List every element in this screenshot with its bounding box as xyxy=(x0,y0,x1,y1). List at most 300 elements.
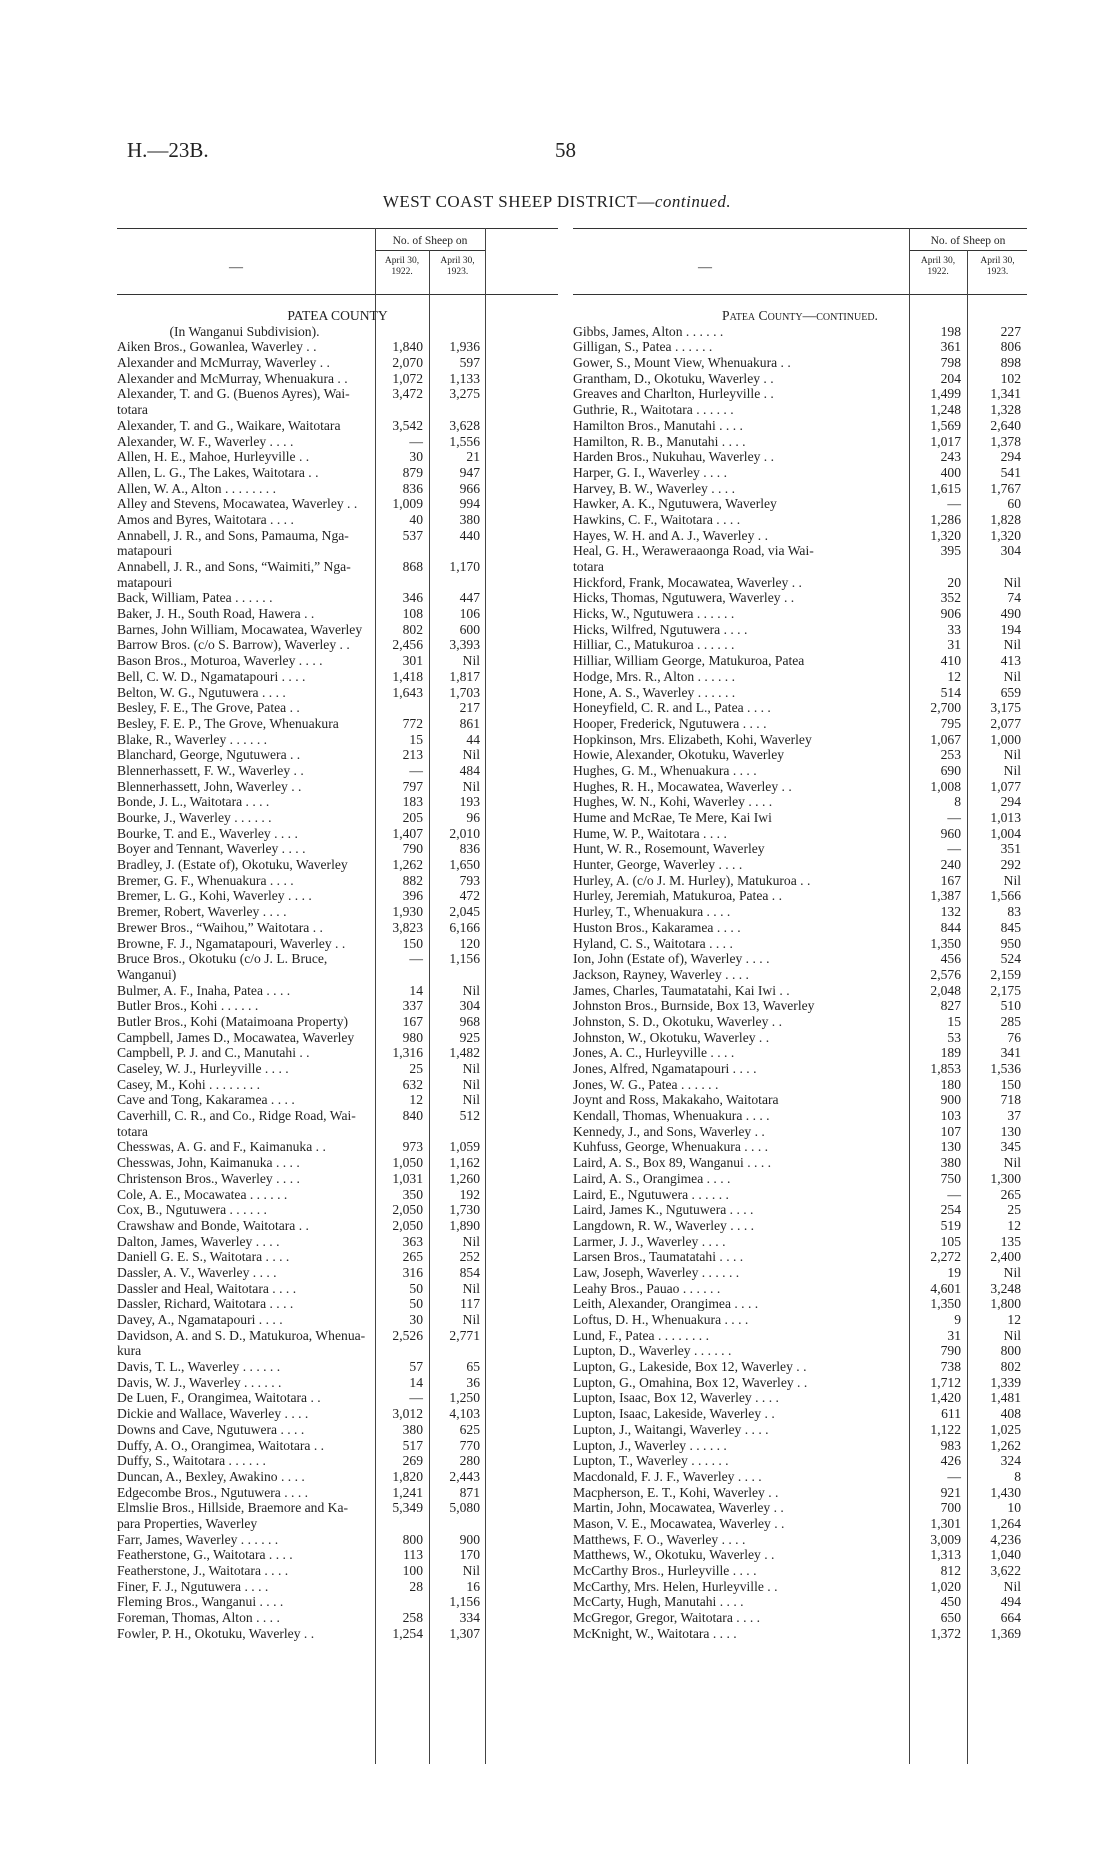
sheep-count-1922: 2,456 xyxy=(392,637,423,653)
sheep-count-1923: Nil xyxy=(1003,1327,1021,1343)
sheep-count-1922: 363 xyxy=(402,1233,423,1249)
sheep-count-1923: 854 xyxy=(459,1264,480,1280)
sheep-count-1923: 659 xyxy=(1000,684,1021,700)
sheep-count-1923: 21 xyxy=(466,449,480,465)
table-row xyxy=(117,1312,558,1328)
table-row xyxy=(117,951,558,967)
sheep-count-1923: Nil xyxy=(462,1280,480,1296)
owner-name: Besley, F. E., The Grove, Patea . . xyxy=(117,700,300,716)
owner-name: PATEA COUNTY xyxy=(287,308,388,323)
owner-name: Hume, W. P., Waitotara . . . . xyxy=(573,825,727,841)
sheep-count-1922: 1,050 xyxy=(392,1155,423,1171)
owner-name: Johnston Bros., Burnside, Box 13, Waverley xyxy=(573,998,815,1014)
owner-name: Alexander and McMurray, Waverley . . xyxy=(117,355,330,371)
owner-name: Lupton, G., Lakeside, Box 12, Waverley . . xyxy=(573,1359,807,1375)
sheep-count-1922: 1,286 xyxy=(930,511,961,527)
sheep-count-1922: 9 xyxy=(954,1312,961,1327)
table-row xyxy=(573,1626,1027,1642)
owner-name: Bruce Bros., Okotuku (c/o J. L. Bruce, xyxy=(117,951,328,967)
table-row xyxy=(117,1202,558,1218)
owner-name: McGregor, Gregor, Waitotara . . . . xyxy=(573,1610,761,1626)
table-row xyxy=(117,1563,558,1579)
owner-name: Hawkins, C. F., Waitotara . . . . xyxy=(573,511,741,527)
owner-name: Hopkinson, Mrs. Elizabeth, Kohi, Waverley xyxy=(573,731,812,747)
sheep-count-1922: 906 xyxy=(940,606,961,622)
owner-name: Belton, W. G., Ngutuwera . . . . xyxy=(117,684,286,700)
table-row xyxy=(573,1077,1027,1093)
owner-name: Caseley, W. J., Hurleyville . . . . xyxy=(117,1061,289,1076)
sheep-count-1923: 1,025 xyxy=(990,1421,1021,1437)
table-row xyxy=(117,1610,558,1626)
table-row xyxy=(573,1265,1027,1281)
header-group-rule xyxy=(375,250,485,251)
owner-name: Wanganui) xyxy=(117,966,177,982)
sheep-count-1923: 1,482 xyxy=(449,1045,480,1061)
header-col-1922-line1: April 30, xyxy=(384,256,420,266)
sheep-count-1922: 53 xyxy=(947,1029,961,1045)
owner-name: Dassler, Richard, Waitotara . . . . xyxy=(117,1296,294,1312)
sheep-count-1923: 1,059 xyxy=(449,1139,480,1155)
owner-name: Lupton, G., Omahina, Box 12, Waverley . . xyxy=(573,1374,808,1390)
owner-name: Gilligan, S., Patea . . . . . . xyxy=(573,339,713,355)
owner-name: Casey, M., Kohi . . . . . . . . xyxy=(117,1076,260,1092)
owner-name: Chesswas, A. G. and F., Kaimanuka . . xyxy=(117,1139,326,1155)
owner-name: McCarty, Hugh, Manutahi . . . . xyxy=(573,1594,744,1610)
sheep-count-1923: Nil xyxy=(462,1563,480,1578)
table-row xyxy=(573,747,1027,763)
owner-name: Lupton, D., Waverley . . . . . . xyxy=(573,1343,732,1359)
owner-name: Allen, H. E., Mahoe, Hurleyville . . xyxy=(117,449,310,465)
table-header xyxy=(117,228,558,295)
sheep-count-1923: 294 xyxy=(1000,449,1021,465)
sheep-count-1923: 304 xyxy=(459,998,480,1014)
owner-name: Alexander, T. and G. (Buenos Ayres), Wai- xyxy=(117,386,350,402)
sheep-count-1923: 102 xyxy=(1000,370,1021,386)
district-title xyxy=(0,192,1114,212)
sheep-count-1922: 132 xyxy=(940,904,961,920)
sheep-count-1923: 484 xyxy=(459,762,480,778)
district-title-main: WEST COAST SHEEP DISTRICT— xyxy=(382,192,655,211)
sheep-count-1922: 1,418 xyxy=(392,668,423,684)
owner-name: Honeyfield, C. R. and L., Patea . . . . xyxy=(573,700,771,716)
sheep-count-1923: 2,443 xyxy=(449,1468,480,1484)
sheep-count-1922: 25 xyxy=(409,1061,423,1076)
table-row xyxy=(117,873,558,889)
table-row xyxy=(117,1328,558,1344)
owner-name: Cave and Tong, Kakaramea . . . . xyxy=(117,1092,295,1108)
table-row xyxy=(573,904,1027,920)
owner-name: Hilliar, C., Matukuroa . . . . . . xyxy=(573,637,735,653)
sheep-count-1922: 2,050 xyxy=(392,1217,423,1233)
table-row xyxy=(573,873,1027,889)
sheep-count-1923: 12 xyxy=(1007,1312,1021,1327)
owner-name: McCarthy, Mrs. Helen, Hurleyville . . xyxy=(573,1578,778,1594)
owner-name: Grantham, D., Okotuku, Waverley . . xyxy=(573,370,774,386)
owner-name: Hughes, G. M., Whenuakura . . . . xyxy=(573,762,757,778)
table-row xyxy=(117,1547,558,1563)
table-header xyxy=(573,228,1027,295)
table-row xyxy=(117,716,558,732)
table-row xyxy=(117,543,558,559)
owner-name: Hone, A. S., Waverley . . . . . . xyxy=(573,684,736,700)
owner-name: (In Wanganui Subdivision). xyxy=(169,323,320,339)
table-row xyxy=(573,1061,1027,1077)
table-row xyxy=(573,826,1027,842)
table-row xyxy=(573,700,1027,716)
sheep-count-1922: 5,349 xyxy=(392,1500,423,1516)
sheep-count-1923: 413 xyxy=(1000,653,1021,669)
owner-name: Gibbs, James, Alton . . . . . . xyxy=(573,323,724,339)
owner-name: Langdown, R. W., Waverley . . . . xyxy=(573,1217,755,1233)
sheep-count-1922: 2,576 xyxy=(930,966,961,982)
owner-name: Hicks, W., Ngutuwera . . . . . . xyxy=(573,606,735,622)
sheep-count-1922: 400 xyxy=(940,464,961,480)
sheep-count-1922: 30 xyxy=(409,449,423,465)
sheep-count-1922: 2,526 xyxy=(392,1327,423,1343)
owner-name: Lupton, T., Waverley . . . . . . xyxy=(573,1453,729,1469)
table-row xyxy=(573,386,1027,402)
owner-name: Dassler, A. V., Waverley . . . . xyxy=(117,1264,277,1280)
sheep-count-1923: 512 xyxy=(459,1108,480,1124)
table-row xyxy=(573,685,1027,701)
sheep-count-1923: 770 xyxy=(459,1437,480,1453)
sheep-count-1923: 510 xyxy=(1000,998,1021,1014)
table-row xyxy=(117,449,558,465)
sheep-count-1923: 1,536 xyxy=(990,1061,1021,1076)
table-row xyxy=(573,967,1027,983)
owner-name: Lupton, Isaac, Box 12, Waverley . . . . xyxy=(573,1390,779,1406)
table-row xyxy=(117,857,558,873)
owner-name: Butler Bros., Kohi . . . . . . xyxy=(117,998,259,1014)
sheep-count-1922: 20 xyxy=(947,574,961,590)
sheep-count-1923: 304 xyxy=(1000,543,1021,559)
sheep-count-1923: 898 xyxy=(1000,355,1021,371)
sheep-count-1923: 793 xyxy=(459,872,480,888)
table-row xyxy=(573,559,1027,575)
owner-name: matapouri xyxy=(117,543,173,559)
owner-name: Hyland, C. S., Waitotara . . . . xyxy=(573,935,733,951)
table-row xyxy=(117,434,558,450)
sheep-count-1922: 1,254 xyxy=(392,1625,423,1641)
table-row xyxy=(573,1469,1027,1485)
owner-name: Duncan, A., Bexley, Awakino . . . . xyxy=(117,1468,305,1484)
sheep-count-1922: 836 xyxy=(402,480,423,496)
sheep-count-1922: 4,601 xyxy=(930,1280,961,1296)
sheep-count-1923: 1,800 xyxy=(990,1296,1021,1312)
owner-name: Davey, A., Ngamatapouri . . . . xyxy=(117,1312,283,1327)
header-col-1923 xyxy=(430,256,485,278)
sheep-count-1922: 1,930 xyxy=(392,904,423,920)
table-row xyxy=(117,1139,558,1155)
header-col-1922-line2: 1922. xyxy=(927,267,949,277)
sheep-count-1923: 4,236 xyxy=(990,1531,1021,1547)
owner-name: Besley, F. E. P., The Grove, Whenuakura xyxy=(117,715,339,731)
owner-name: Crawshaw and Bonde, Waitotara . . xyxy=(117,1217,309,1233)
table-row xyxy=(573,1045,1027,1061)
table-row xyxy=(573,1155,1027,1171)
table-row xyxy=(573,841,1027,857)
sheep-count-1922: 519 xyxy=(940,1217,961,1233)
table-row xyxy=(573,622,1027,638)
sheep-count-1922: 258 xyxy=(402,1610,423,1626)
table-row xyxy=(117,1155,558,1171)
table-row xyxy=(117,1626,558,1642)
sheep-count-1922: 189 xyxy=(940,1045,961,1061)
table-row xyxy=(573,1249,1027,1265)
sheep-count-1922: 1,350 xyxy=(930,935,961,951)
owner-name: Blennerhassett, F. W., Waverley . . xyxy=(117,762,304,778)
left-table xyxy=(117,228,558,1828)
table-row xyxy=(573,590,1027,606)
sheep-count-1922: 1,262 xyxy=(392,857,423,873)
sheep-count-1922: 103 xyxy=(940,1108,961,1124)
sheep-count-1923: 217 xyxy=(459,700,480,716)
sheep-count-1922: 1,067 xyxy=(930,731,961,747)
table-row xyxy=(117,779,558,795)
owner-name: Heal, G. H., Weraweraaonga Road, via Wai- xyxy=(573,543,814,559)
sheep-count-1923: Nil xyxy=(1003,637,1021,653)
table-row xyxy=(117,1500,558,1516)
owner-name: Back, William, Patea . . . . . . xyxy=(117,590,273,606)
sheep-count-1923: 2,175 xyxy=(990,982,1021,998)
table-row xyxy=(573,1390,1027,1406)
sheep-count-1922: 2,070 xyxy=(392,355,423,371)
sheep-count-1922: — xyxy=(409,433,423,449)
table-row xyxy=(573,1422,1027,1438)
sheep-count-1922: 1,615 xyxy=(930,480,961,496)
table-row xyxy=(573,418,1027,434)
sheep-count-1922: 50 xyxy=(409,1280,423,1296)
owner-name: Laird, E., Ngutuwera . . . . . . xyxy=(573,1186,729,1202)
owner-name: Barnes, John William, Mocawatea, Waverley xyxy=(117,621,363,637)
sheep-count-1923: 10 xyxy=(1007,1500,1021,1516)
table-row xyxy=(117,1594,558,1610)
sheep-count-1923: 351 xyxy=(1000,841,1021,857)
sheep-count-1922: 1,499 xyxy=(930,386,961,402)
table-row xyxy=(117,1390,558,1406)
document-code: H.—23B. xyxy=(127,138,209,162)
sheep-count-1922: 8 xyxy=(954,794,961,810)
sheep-count-1922: 795 xyxy=(940,715,961,731)
owner-name: Ion, John (Estate of), Waverley . . . . xyxy=(573,951,770,967)
sheep-count-1922: 1,840 xyxy=(392,339,423,355)
header-blank-dash: — xyxy=(229,260,243,275)
sheep-count-1923: 334 xyxy=(459,1610,480,1626)
table-row xyxy=(117,983,558,999)
table-row xyxy=(117,355,558,371)
owner-name: matapouri xyxy=(117,574,173,590)
sheep-count-1923: 1,817 xyxy=(449,668,480,684)
owner-name: Harden Bros., Nukuhau, Waverley . . xyxy=(573,449,774,465)
sheep-count-1922: 1,350 xyxy=(930,1296,961,1312)
table-row xyxy=(117,936,558,952)
table-row xyxy=(573,339,1027,355)
owner-name: Bremer, G. F., Whenuakura . . . . xyxy=(117,872,294,888)
sheep-count-1922: 456 xyxy=(940,951,961,967)
table-row xyxy=(117,1014,558,1030)
sheep-count-1922: 882 xyxy=(402,872,423,888)
sheep-count-1922: 316 xyxy=(402,1264,423,1280)
sheep-count-1923: 2,077 xyxy=(990,715,1021,731)
owner-name: Bourke, J., Waverley . . . . . . xyxy=(117,810,272,825)
table-row xyxy=(117,1092,558,1108)
sheep-count-1922: 983 xyxy=(940,1437,961,1453)
sheep-count-1922: 2,700 xyxy=(930,700,961,716)
table-row xyxy=(573,716,1027,732)
table-row xyxy=(117,1453,558,1469)
table-row xyxy=(117,1171,558,1187)
owner-name: Annabell, J. R., and Sons, Pamauma, Nga- xyxy=(117,527,349,543)
owner-name: Bradley, J. (Estate of), Okotuku, Waverley xyxy=(117,857,348,873)
owner-name: Hicks, Thomas, Ngutuwera, Waverley . . xyxy=(573,590,795,606)
owner-name: Hickford, Frank, Mocawatea, Waverley . . xyxy=(573,574,802,590)
table-row xyxy=(573,1610,1027,1626)
sheep-count-1922: 167 xyxy=(940,872,961,888)
owner-name: Bourke, T. and E., Waverley . . . . xyxy=(117,825,298,841)
sheep-count-1923: 1,730 xyxy=(449,1202,480,1218)
sheep-count-1923: 1,481 xyxy=(990,1390,1021,1406)
owner-name: McCarthy Bros., Hurleyville . . . . xyxy=(573,1563,757,1578)
sheep-count-1923: 341 xyxy=(1000,1045,1021,1061)
sheep-count-1923: 1,307 xyxy=(449,1625,480,1641)
sheep-count-1923: Nil xyxy=(1003,747,1021,763)
table-row xyxy=(573,1281,1027,1297)
sheep-count-1923: Nil xyxy=(1003,762,1021,778)
sheep-count-1923: Nil xyxy=(1003,1264,1021,1280)
sheep-count-1923: 802 xyxy=(1000,1359,1021,1375)
sheep-count-1922: 12 xyxy=(409,1092,423,1108)
owner-name: Amos and Byres, Waitotara . . . . xyxy=(117,511,294,527)
sheep-count-1923: 285 xyxy=(1000,1013,1021,1029)
sheep-count-1923: 994 xyxy=(459,496,480,512)
table-row xyxy=(573,1218,1027,1234)
sheep-count-1923: Nil xyxy=(462,747,480,763)
owner-name: Allen, W. A., Alton . . . . . . . . xyxy=(117,480,276,496)
sheep-count-1923: Nil xyxy=(1003,668,1021,684)
owner-name: Mason, V. E., Mocawatea, Waverley . . xyxy=(573,1515,785,1531)
owner-name: Hughes, R. H., Mocawatea, Waverley . . xyxy=(573,778,792,794)
owner-name: Bason Bros., Moturoa, Waverley . . . . xyxy=(117,653,323,669)
owner-name: Bulmer, A. F., Inaha, Patea . . . . xyxy=(117,982,291,998)
owner-name: Featherstone, G., Waitotara . . . . xyxy=(117,1547,293,1563)
sheep-count-1922: 960 xyxy=(940,825,961,841)
owner-name: Hicks, Wilfred, Ngutuwera . . . . xyxy=(573,621,748,637)
table-row xyxy=(117,1045,558,1061)
owner-name: Hamilton Bros., Manutahi . . . . xyxy=(573,417,743,433)
owner-name: Larsen Bros., Taumatatahi . . . . xyxy=(573,1249,744,1265)
sheep-count-1923: 524 xyxy=(1000,951,1021,967)
table-row xyxy=(117,339,558,355)
sheep-count-1923: 600 xyxy=(459,621,480,637)
header-group-rule xyxy=(909,250,1027,251)
sheep-count-1922: 802 xyxy=(402,621,423,637)
sheep-count-1922: 690 xyxy=(940,762,961,778)
sheep-count-1922: 113 xyxy=(403,1547,423,1563)
sheep-count-1923: 800 xyxy=(1000,1343,1021,1359)
owner-name: Cox, B., Ngutuwera . . . . . . xyxy=(117,1202,267,1218)
sheep-count-1922: 205 xyxy=(402,810,423,825)
sheep-count-1923: 194 xyxy=(1000,621,1021,637)
owner-name: Leith, Alexander, Orangimea . . . . xyxy=(573,1296,759,1312)
owner-name: Aiken Bros., Gowanlea, Waverley . . xyxy=(117,339,317,355)
header-col-1923-line1: April 30, xyxy=(440,256,475,266)
sheep-count-1923: 925 xyxy=(459,1029,480,1045)
sheep-count-1922: — xyxy=(947,810,961,825)
sheep-count-1922: 900 xyxy=(940,1092,961,1108)
table-row xyxy=(573,1375,1027,1391)
table-row xyxy=(117,1532,558,1548)
table-row xyxy=(573,1312,1027,1328)
sheep-count-1922: 240 xyxy=(940,857,961,873)
sheep-count-1923: 900 xyxy=(459,1531,480,1547)
table-row xyxy=(573,528,1027,544)
sheep-count-1923: 1,890 xyxy=(449,1217,480,1233)
header-col-1922-line2: 1922. xyxy=(391,267,413,277)
district-title-continued: continued. xyxy=(654,192,732,211)
owner-name: Edgecombe Bros., Ngutuwera . . . . xyxy=(117,1484,309,1500)
sheep-count-1922: 40 xyxy=(409,511,423,527)
table-row xyxy=(573,324,1027,340)
sheep-count-1922: 632 xyxy=(402,1076,423,1092)
sheep-count-1922: 1,009 xyxy=(392,496,423,512)
sheep-count-1922: 426 xyxy=(940,1453,961,1469)
owner-name: Laird, James K., Ngutuwera . . . . xyxy=(573,1202,754,1218)
table-row xyxy=(117,371,558,387)
owner-name: Howie, Alexander, Okotuku, Waverley xyxy=(573,747,785,763)
owner-name: Jones, W. G., Patea . . . . . . xyxy=(573,1076,719,1092)
sheep-count-1923: 135 xyxy=(1000,1233,1021,1249)
sheep-count-1923: 60 xyxy=(1007,496,1021,512)
owner-name: Caverhill, C. R., and Co., Ridge Road, Wai- xyxy=(117,1108,356,1124)
sheep-count-1923: 1,828 xyxy=(990,511,1021,527)
sheep-count-1922: 31 xyxy=(947,637,961,653)
sheep-count-1922: 2,048 xyxy=(930,982,961,998)
header-bar xyxy=(127,138,1027,168)
sheep-count-1922: 3,542 xyxy=(392,417,423,433)
table-row xyxy=(573,1594,1027,1610)
sheep-count-1923: 65 xyxy=(466,1359,480,1375)
sheep-count-1923: 472 xyxy=(459,888,480,904)
table-row xyxy=(573,653,1027,669)
table-row xyxy=(573,1187,1027,1203)
table-row xyxy=(573,371,1027,387)
sheep-count-1922: 352 xyxy=(940,590,961,606)
table-row xyxy=(117,700,558,716)
left-table-rows xyxy=(117,308,558,1641)
sheep-count-1923: 1,341 xyxy=(990,386,1021,402)
owner-name: Baker, J. H., South Road, Hawera . . xyxy=(117,606,315,622)
owner-name: Brewer Bros., “Waihou,” Waitotara . . xyxy=(117,919,323,935)
sheep-count-1922: 798 xyxy=(940,355,961,371)
sheep-count-1922: 537 xyxy=(402,527,423,543)
owner-name: Featherstone, J., Waitotara . . . . xyxy=(117,1563,289,1578)
table-row xyxy=(117,826,558,842)
table-row xyxy=(117,1469,558,1485)
sheep-count-1923: Nil xyxy=(462,982,480,998)
sheep-count-1922: 107 xyxy=(940,1123,961,1139)
sheep-count-1923: 16 xyxy=(466,1578,480,1594)
table-row xyxy=(573,1516,1027,1532)
sheep-count-1923: 625 xyxy=(459,1421,480,1437)
owner-name: Joynt and Ross, Makakaho, Waitotara xyxy=(573,1092,779,1108)
sheep-count-1923: 2,045 xyxy=(449,904,480,920)
owner-name: para Properties, Waverley xyxy=(117,1515,258,1531)
sheep-count-1923: 968 xyxy=(459,1013,480,1029)
sheep-count-1923: 170 xyxy=(459,1547,480,1563)
sheep-count-1922: 19 xyxy=(947,1264,961,1280)
table-row xyxy=(117,732,558,748)
sheep-count-1923: 380 xyxy=(459,511,480,527)
